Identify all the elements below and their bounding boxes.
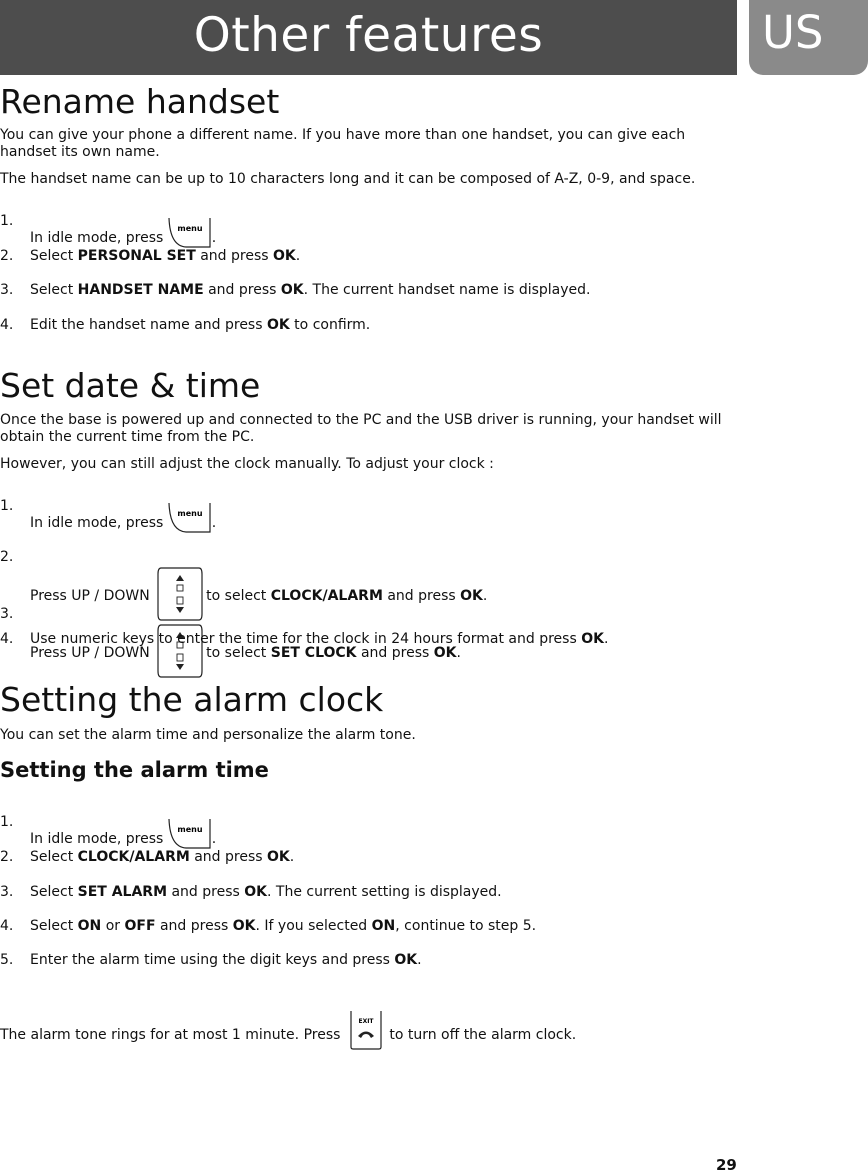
step-text: In idle mode, press [30, 515, 164, 531]
alarm-subheading: Setting the alarm time [0, 758, 269, 782]
step-text: In idle mode, press [30, 831, 164, 847]
step-text-end: . [211, 515, 217, 531]
step-number: 2. [0, 549, 14, 565]
ok-label: OK [266, 317, 290, 333]
menu-option: SET ALARM [77, 884, 168, 900]
alarm-intro: You can set the alarm time and personalize the alarm tone. [0, 727, 416, 743]
step-number: 1. [0, 213, 14, 229]
on-option: ON [371, 918, 396, 934]
step-text: Select [30, 918, 78, 934]
step-text: and press [382, 588, 461, 604]
step-text: . [417, 952, 422, 968]
step-text: to select [206, 645, 271, 661]
step-text: . [456, 645, 461, 661]
step-text: Select [30, 849, 78, 865]
step-number: 1. [0, 814, 14, 830]
step-text: . [295, 248, 301, 264]
ok-label: OK [244, 884, 267, 900]
step-text-end: . [211, 230, 217, 246]
page-title: Other features [193, 8, 544, 63]
off-option: OFF [124, 918, 156, 934]
step-text: to select [206, 588, 271, 604]
page-number: 29 [716, 1156, 737, 1174]
note-text: to turn off the alarm clock. [389, 1027, 577, 1043]
step-text: Edit the handset name and press [30, 317, 267, 333]
language-label: US [762, 6, 824, 59]
step-text: Press UP / DOWN [30, 645, 150, 661]
note-text: The alarm tone rings for at most 1 minute. Press [0, 1027, 341, 1043]
ok-label: OK [394, 952, 418, 968]
menu-option: CLOCK/ALARM [270, 588, 383, 604]
step-number: 1. [0, 498, 14, 514]
step-number: 2. [0, 248, 14, 264]
svg-text:menu: menu [177, 509, 203, 518]
ok-label: OK [433, 645, 457, 661]
step-number: 4. [0, 631, 14, 647]
svg-text:menu: menu [177, 825, 203, 834]
step-number: 2. [0, 849, 14, 865]
step-text: . [482, 588, 488, 604]
step-text: and press [203, 282, 281, 298]
step-text: Select [30, 248, 78, 264]
date-intro: Once the base is powered up and connected to the PC and the USB driver is running, your handset will obtain the current time from the PC. [0, 412, 722, 445]
menu-option: CLOCK/ALARM [77, 849, 190, 865]
menu-option: HANDSET NAME [77, 282, 204, 298]
exit-key-icon [345, 1009, 385, 1051]
svg-text:menu: menu [177, 224, 203, 233]
alarm-note [0, 1002, 576, 1044]
menu-key-icon [168, 817, 212, 851]
step-text: and press [155, 918, 233, 934]
step-number: 3. [0, 884, 14, 900]
ok-label: OK [273, 248, 296, 264]
rename-heading: Rename handset [0, 82, 280, 121]
on-option: ON [77, 918, 102, 934]
menu-option: PERSONAL SET [77, 248, 196, 264]
ok-label: OK [232, 918, 256, 934]
menu-key-icon [168, 216, 212, 250]
step-text: and press [167, 884, 245, 900]
step-text: . The current setting is displayed. [267, 884, 502, 900]
step-number: 5. [0, 952, 14, 968]
menu-key-icon [168, 501, 212, 535]
step-text: , continue to step 5. [395, 918, 537, 934]
step-text: . [603, 631, 609, 647]
step-text: to confirm. [289, 317, 371, 333]
menu-option: SET CLOCK [270, 645, 357, 661]
ok-label: OK [581, 631, 604, 647]
rename-limit: The handset name can be up to 10 characters long and it can be composed of A-Z, 0-9, and space. [0, 171, 696, 187]
date-manual: However, you can still adjust the clock manually. To adjust your clock : [0, 456, 494, 472]
step-number: 4. [0, 918, 14, 934]
step-text-end: . [211, 831, 217, 847]
step-text: Enter the alarm time using the digit keys and press [30, 952, 395, 968]
rename-intro: You can give your phone a different name. If you have more than one handset, you can give each handset its own name. [0, 127, 686, 160]
step-number: 3. [0, 282, 14, 298]
alarm-heading: Setting the alarm clock [0, 680, 384, 719]
ok-label: OK [460, 588, 483, 604]
step-text: and press [356, 645, 434, 661]
date-heading: Set date & time [0, 366, 261, 405]
step-number: 4. [0, 317, 14, 333]
step-text: . [289, 849, 295, 865]
step-text: Select [30, 282, 78, 298]
step-text: . If you selected [255, 918, 372, 934]
ok-label: OK [267, 849, 290, 865]
svg-text:EXIT: EXIT [358, 1018, 374, 1025]
step-text: or [101, 918, 125, 934]
step-text: Use numeric keys to enter the time for the clock in 24 hours format and press [30, 631, 582, 647]
step-text: In idle mode, press [30, 230, 164, 246]
step-text: Press UP / DOWN [30, 588, 150, 604]
step-text: Select [30, 884, 78, 900]
step-text: and press [195, 248, 274, 264]
ok-label: OK [280, 282, 304, 298]
step-number: 3. [0, 606, 14, 622]
step-text: and press [189, 849, 268, 865]
step-text: . The current handset name is displayed. [303, 282, 591, 298]
